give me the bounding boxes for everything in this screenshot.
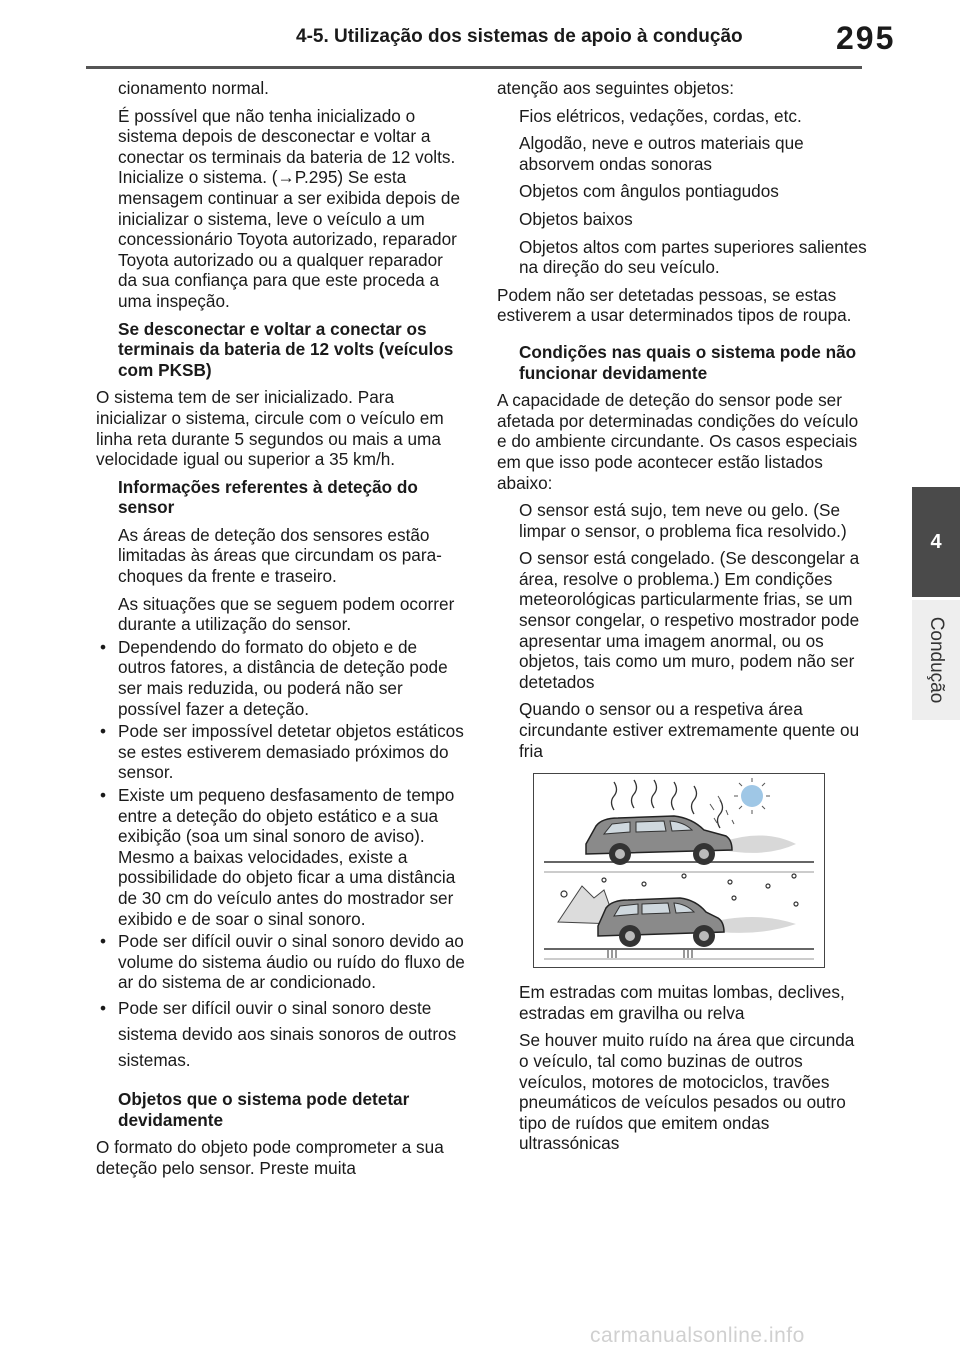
chapter-label-box (912, 600, 960, 720)
right-column (497, 78, 867, 1161)
list-item: • Pode ser impossível detetar objetos estáticos se estes estiverem demasiado próximos do sensor. (96, 721, 466, 783)
list-item: Algodão, neve e outros materiais que absorvem ondas sonoras (519, 133, 804, 174)
list-item: • Dependendo do formato do objeto e de outros fatores, a distância de deteção pode ser mais reduzida, ou poderá não ser possível fazer a deteção. (96, 637, 466, 719)
paragraph: É possível que não tenha inicializado o sistema depois de desconectar e voltar a conectar os terminais da bateria de 12 volts. Inicialize o sistema. (→P.295) Se esta mensagem continuar a ser exibida depois de inicializar o sistema, leve o veículo a um concessionário Toyota autorizado, reparador Toyota autorizado ou a qualquer reparador da sua confiança para que este proceda a uma inspeção. (118, 105, 461, 311)
section-title: 4-5. Utilização dos sistemas de apoio à condução (296, 26, 743, 47)
header-divider (86, 66, 862, 69)
list-item: Objetos com ângulos pontiagudos (519, 181, 779, 202)
list-item: • Pode ser difícil ouvir o sinal sonoro deste sistema devido aos sinais sonoros de outros sistemas. (96, 995, 466, 1073)
paragraph: A capacidade de deteção do sensor pode ser afetada por determinadas condições do veículo e do ambiente circundante. Os casos especiais em que isso pode acontecer estão listados abaixo: (497, 390, 859, 493)
subheading: Informações referentes à deteção do sensor (118, 476, 418, 518)
list-item: • Existe um pequeno desfasamento de tempo entre a deteção do objeto estático e a sua exibição (soa um sinal sonoro de aviso). Mesmo a baixas velocidades, existe a possibilidade do objeto ficar a uma distância de 30 cm do veículo antes do mostrador ser exibido e de soar o sinal sonoro. (96, 785, 466, 929)
list-item: Fios elétricos, vedações, cordas, etc. (519, 105, 802, 126)
list-item: Em estradas com muitas lombas, declives, estradas em gravilha ou relva (519, 982, 845, 1023)
paragraph: atenção aos seguintes objetos: (497, 78, 734, 98)
paragraph: O sistema tem de ser inicializado. Para inicializar o sistema, circule com o veículo em linha reta durante 5 segundos ou mais a uma velocidade igual ou superior a 35 km/h. (96, 387, 444, 470)
list-item: O sensor está congelado. (Se descongelar a área, resolve o problema.) Em condições meteorológicas particularmente frias, se um sensor congelar, o respetivo mostrador pode apresentar uma imagem anormal, ou os objetos, tais como um muro, podem não ser detetados (519, 548, 860, 692)
paragraph: As situações que se seguem podem ocorrer durante a utilização do sensor. (118, 593, 455, 635)
subheading: Se desconectar e voltar a conectar os terminais da bateria de 12 volts (veículos com PKSB) (118, 318, 454, 380)
paragraph: Podem não ser detetadas pessoas, se estas estiverem a usar determinados tipos de roupa. (497, 284, 852, 326)
list-item: O sensor está sujo, tem neve ou gelo. (Se limpar o sensor, o problema fica resolvido.) (519, 500, 847, 541)
page-number: 295 (836, 20, 896, 56)
paragraph: As áreas de deteção dos sensores estão limitadas às áreas que circundam os para-choques da frente e traseiro. (118, 524, 442, 587)
left-column (96, 78, 466, 1185)
paragraph: O formato do objeto pode comprometer a sua deteção pelo sensor. Preste muita (96, 1137, 444, 1178)
list-item: Objetos baixos (519, 208, 633, 229)
chapter-label: Condução (926, 616, 947, 704)
watermark: carmanualsonline.info (590, 1324, 805, 1347)
list-item: Objetos altos com partes superiores salientes na direção do seu veículo. (519, 236, 867, 278)
subheading: Condições nas quais o sistema pode não funcionar devidamente (519, 341, 857, 383)
car-weather-illustration (534, 774, 824, 967)
paragraph: cionamento normal. (118, 78, 269, 98)
list-item: • Pode ser difícil ouvir o sinal sonoro devido ao volume do sistema áudio ou ruído do fluxo de ar do sistema de ar condicionado. (96, 931, 466, 993)
subheading: Objetos que o sistema pode detetar devidamente (118, 1088, 410, 1130)
list-item: Se houver muito ruído na área que circunda o veículo, tal como buzinas de outros veículos, motores de motociclos, travões pneumáticos de veículos pesados ou outro tipo de ruídos que emitem ondas ultrassónicas (519, 1030, 855, 1154)
sensor-conditions-illustration (533, 773, 825, 968)
chapter-tab[interactable]: 4 (912, 487, 960, 597)
list-item: Quando o sensor ou a respetiva área circundante estiver extremamente quente ou fria (519, 699, 860, 761)
